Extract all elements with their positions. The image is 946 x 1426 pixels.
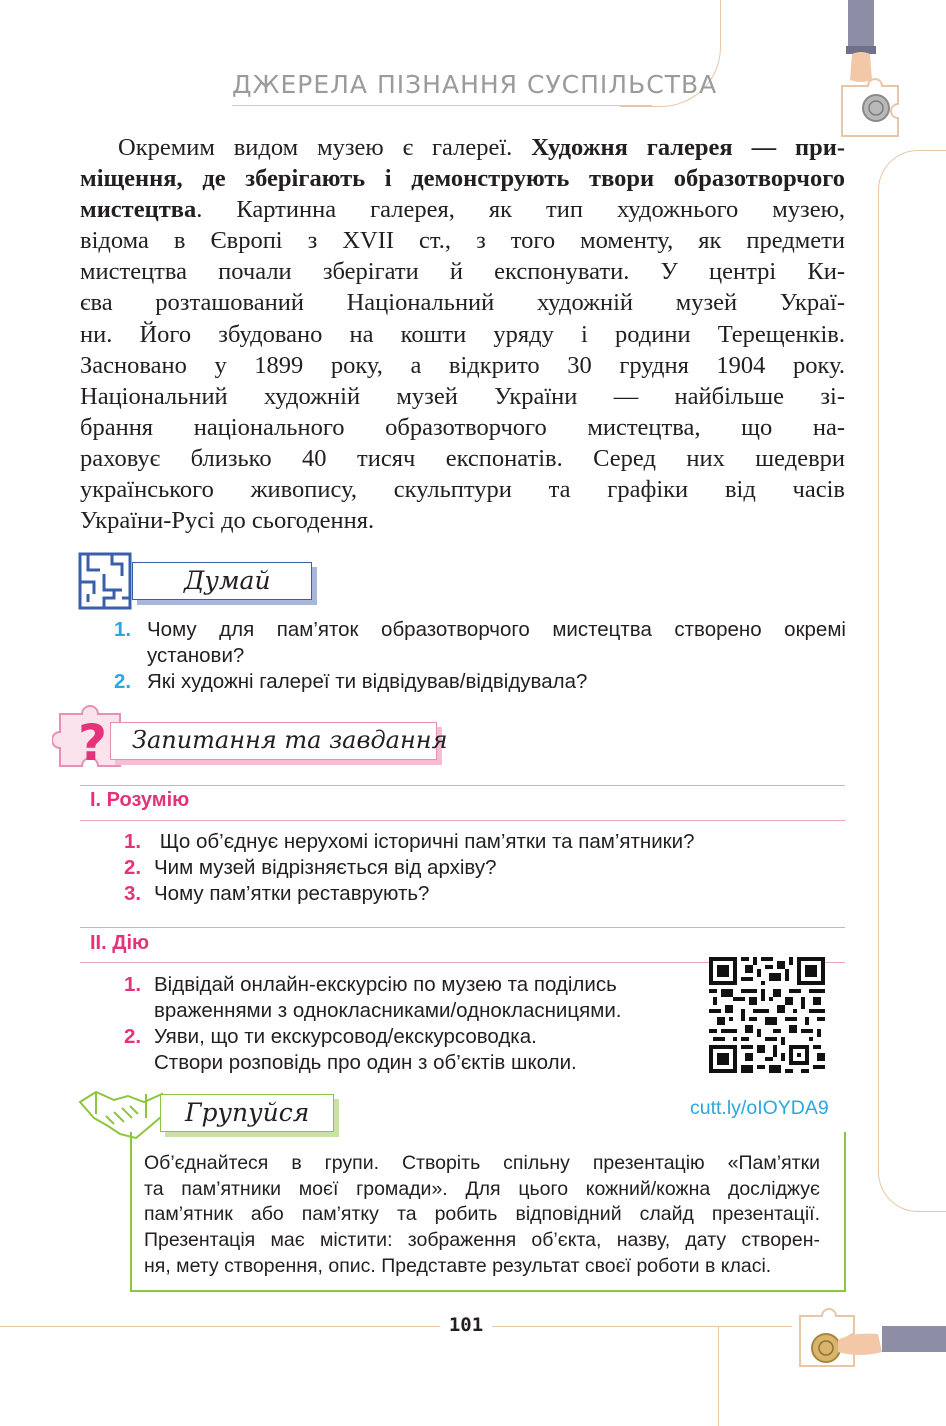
list-item [114, 617, 846, 669]
qr-code[interactable] [708, 957, 826, 1073]
body-line: України-Русі до сьогодення. [80, 507, 375, 535]
body-line: українського живопису, скульптури та графіки від часів [80, 476, 845, 504]
list-item-text: Чим музей відрізняється від архіву? [154, 856, 497, 879]
section-divider [80, 820, 845, 821]
understand-list [124, 829, 694, 907]
list-item [124, 1024, 621, 1076]
running-header-title: ДЖЕРЕЛА ПІЗНАННЯ СУСПІЛЬСТВА [232, 70, 718, 99]
body-line: Засновано у 1899 року, а відкрито 30 грудня 1904 року. [80, 351, 845, 379]
list-item [124, 855, 694, 881]
card-line: Презентація має містити: зображення об’єкта, назву, дату створен- [144, 1229, 820, 1252]
list-number: 2. [124, 1025, 142, 1048]
list-number: 1. [124, 973, 142, 996]
body-line: міщення, де зберігають і демонструють твори образотворчого [80, 165, 845, 193]
hand-puzzle-coin-icon [794, 1300, 946, 1380]
list-item [124, 881, 694, 907]
frame-right-side [878, 150, 946, 1212]
list-item-text: Уяви, що ти екскурсовод/екскурсоводка. [154, 1025, 537, 1048]
card-line: та пам’ятники моєї громади». Для цього кожний/кожна досліджує [144, 1177, 820, 1200]
qr-link[interactable]: cutt.ly/oIOYDA9 [690, 1097, 829, 1119]
list-item [124, 829, 694, 855]
list-item [124, 972, 621, 1024]
section-divider [80, 927, 845, 928]
maze-icon [78, 552, 132, 610]
think-list [114, 617, 846, 695]
hand-puzzle-coin-icon [830, 0, 930, 140]
list-number: 2. [114, 670, 132, 693]
list-item-text: установи? [147, 644, 245, 667]
frame-header-underline [232, 105, 652, 106]
list-number: 3. [124, 882, 142, 905]
list-item-text: Відвідай онлайн-екскурсію по музею та поділись [154, 973, 617, 996]
group-card-text [144, 1151, 820, 1279]
frame-bottom-line-right [492, 1326, 792, 1327]
body-line: мистецтва. Картинна галерея, як тип художнього музею, [80, 196, 845, 224]
act-list [124, 972, 621, 1076]
list-item-text: Що об’єднує нерухомі історичні пам’ятки та пам’ятники? [154, 830, 695, 853]
frame-bottom-line-left [0, 1326, 440, 1327]
list-number: 1. [124, 830, 142, 853]
card-line: пам’ятник або пам’ятку та робить відповідний слайд презентації. [144, 1203, 820, 1226]
section-divider [80, 785, 845, 786]
body-line: ни. Його збудовано на кошти уряду і родини Терещенків. [80, 320, 845, 348]
section-title-understand: І. Розумію [90, 789, 190, 811]
card-line: Об’єднайтеся в групи. Створіть спільну презентацію «Пам’ятки [144, 1152, 820, 1174]
list-item-text: Які художні галереї ти відвідував/відвідувала? [147, 670, 588, 693]
body-line: Окремим видом музею є галереї. Художня галерея — при- [118, 134, 845, 161]
list-item [114, 669, 846, 695]
group-label: Групуйся [185, 1098, 310, 1127]
list-item-text: Чому пам’ятки реставрують? [154, 882, 430, 905]
list-number: 1. [114, 618, 132, 641]
body-paragraph [80, 132, 845, 536]
list-item-text: Чому для пам’яток образотворчого мистецтва створено окремі [147, 618, 846, 641]
think-label: Думай [184, 566, 271, 595]
card-line: ня, мету створення, опис. Представте результат своєї роботи в класі. [144, 1254, 772, 1277]
body-line: відома в Європі з XVII ст., з того моменту, як предмети [80, 227, 845, 255]
body-line: брання національного образотворчого мистецтва, що на- [80, 413, 845, 441]
body-line: мистецтва почали зберігати й експонувати. У центрі Ки- [80, 258, 845, 286]
svg-text:?: ? [78, 714, 108, 772]
body-line: єва розташований Національний художній музей Украї- [80, 289, 845, 317]
list-item-text: Створи розповідь про один з об’єктів школи. [154, 1051, 577, 1074]
page-number: 101 [448, 1314, 484, 1336]
frame-bottom-left-vertical [718, 1326, 719, 1426]
list-number: 2. [124, 856, 142, 879]
list-item-text: враженнями з однокласниками/однокласницями. [154, 999, 622, 1022]
questions-label: Запитання та завдання [132, 726, 448, 754]
body-line: Національний художній музей України — найбільше зі- [80, 382, 845, 410]
section-title-act: ІІ. Дію [90, 932, 150, 954]
body-line: раховує близько 40 тисяч експонатів. Серед них шедеври [80, 444, 845, 472]
